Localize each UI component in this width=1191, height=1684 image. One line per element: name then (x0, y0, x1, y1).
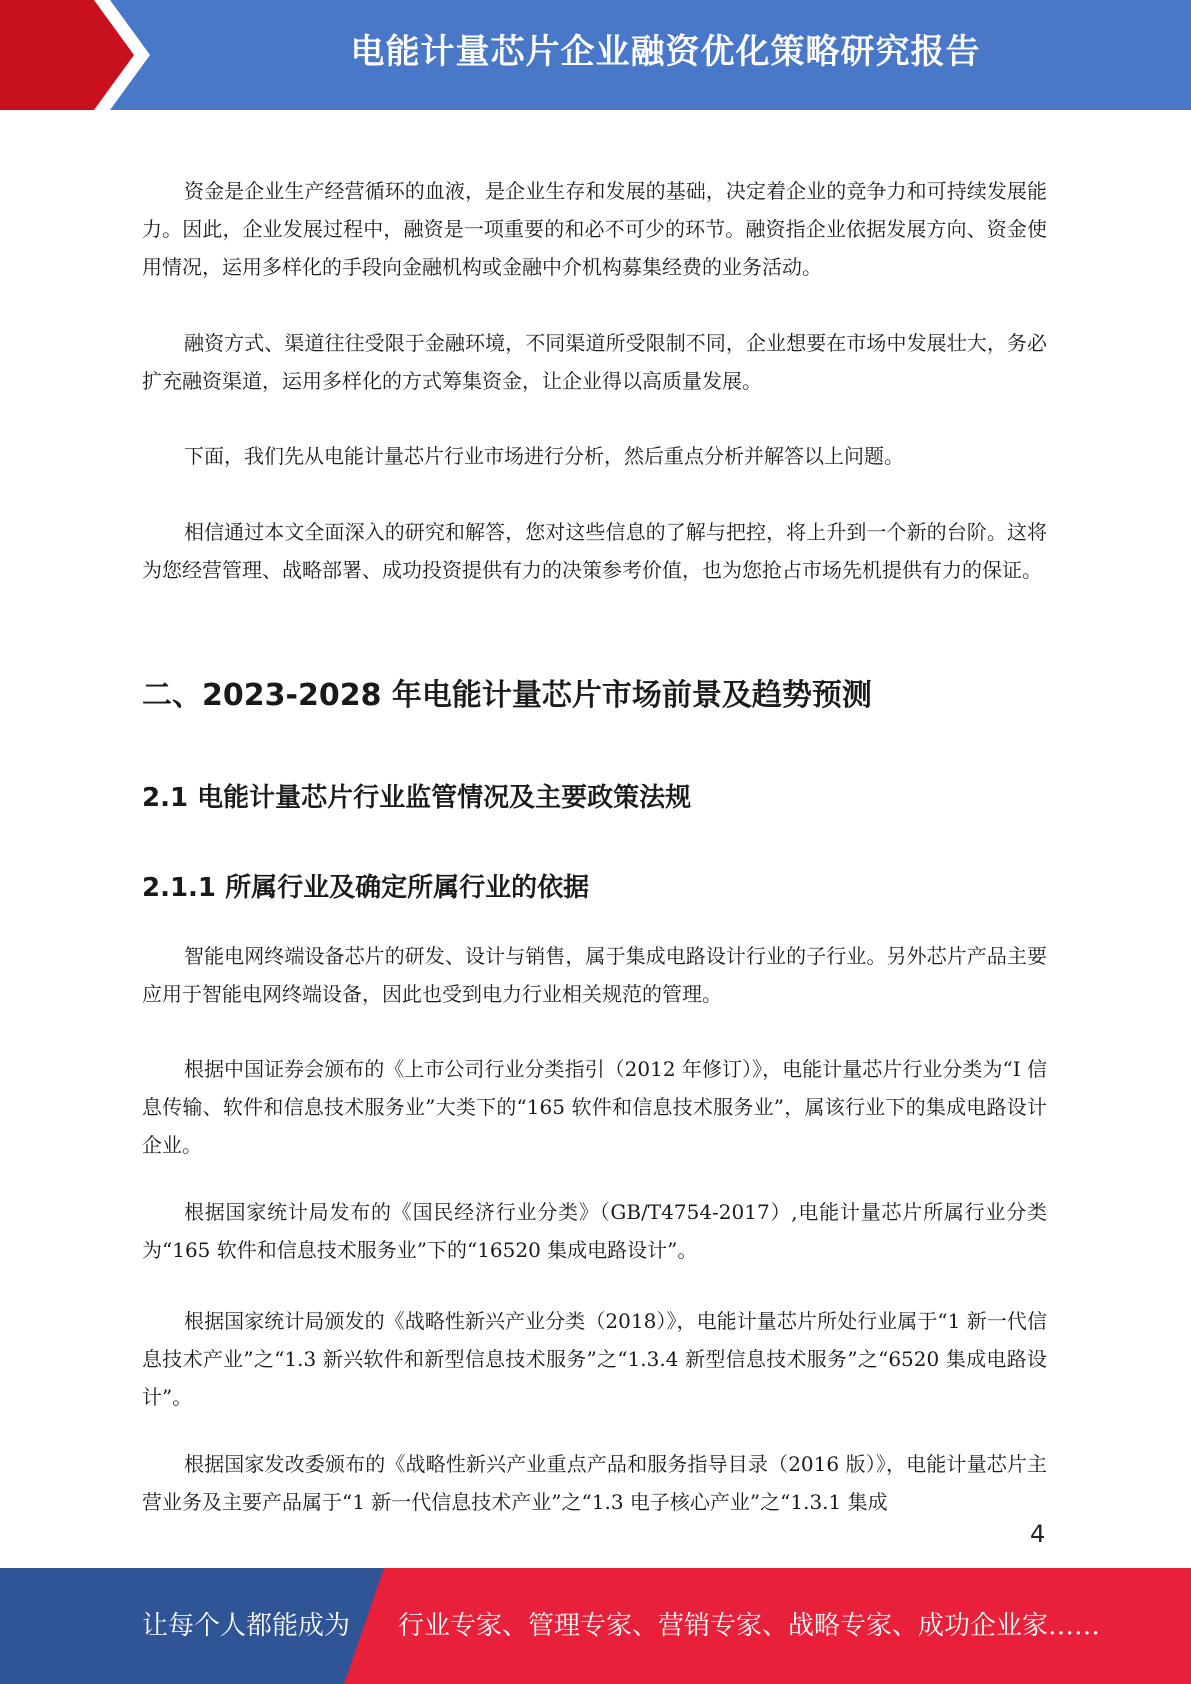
body-paragraph-1: 智能电网终端设备芯片的研发、设计与销售，属于集成电路设计行业的子行业。另外芯片产品主要应用于智能电网终端设备，因此也受到电力行业相关规范的管理。 (142, 944, 1047, 1006)
footer-slogan-right: 行业专家、管理专家、营销专家、战略专家、成功企业家…… (398, 1611, 1101, 1641)
body-paragraph-4: 根据国家统计局颁发的《战略性新兴产业分类（2018）》，电能计量芯片所处行业属于“1 新一代信息技术产业”之“1.3 新兴软件和新型信息技术服务”之“1.3.4 新型信息技术服务”之“6520 集成电路设计”。 (142, 1309, 1047, 1409)
report-title: 电能计量芯片企业融资优化策略研究报告 (350, 32, 981, 72)
intro-paragraph-1: 资金是企业生产经营循环的血液，是企业生存和发展的基础，决定着企业的竞争力和可持续发展能力。因此，企业发展过程中，融资是一项重要的和必不可少的环节。融资指企业依据发展方向、资金使用情况，运用多样化的手段向金融机构或金融中介机构募集经费的业务活动。 (142, 179, 1047, 279)
subsubsection-heading: 2.1.1 所属行业及确定所属行业的依据 (142, 873, 590, 903)
page-footer (0, 1568, 1191, 1684)
section-heading: 二、2023-2028 年电能计量芯片市场前景及趋势预测 (142, 678, 872, 713)
subsection-heading: 2.1 电能计量芯片行业监管情况及主要政策法规 (142, 783, 692, 813)
body-paragraph-5: 根据国家发改委颁布的《战略性新兴产业重点产品和服务指导目录（2016 版）》，电能计量芯片主营业务及主要产品属于“1 新一代信息技术产业”之“1.3 电子核心产业”之“1.3.1 集成 (142, 1452, 1047, 1514)
intro-paragraph-4: 相信通过本文全面深入的研究和解答，您对这些信息的了解与把控，将上升到一个新的台阶。这将为您经营管理、战略部署、成功投资提供有力的决策参考价值，也为您抢占市场先机提供有力的保证。 (142, 520, 1047, 582)
intro-paragraph-3: 下面，我们先从电能计量芯片行业市场进行分析，然后重点分析并解答以上问题。 (184, 444, 904, 468)
page-number: 4 (1030, 1520, 1046, 1548)
footer-slogan-left: 让每个人都能成为 (142, 1611, 351, 1641)
body-paragraph-3: 根据国家统计局发布的《国民经济行业分类》（GB/T4754-2017）,电能计量芯片所属行业分类为“165 软件和信息技术服务业”下的“16520 集成电路设计”。 (142, 1200, 1047, 1262)
body-paragraph-2: 根据中国证券会颁布的《上市公司行业分类指引（2012 年修订）》，电能计量芯片行业分类为“I 信息传输、软件和信息技术服务业”大类下的“165 软件和信息技术服务业”，属该行业下的集成电路设计企业。 (142, 1057, 1047, 1157)
page-header (0, 0, 1191, 110)
intro-paragraph-2: 融资方式、渠道往往受限于金融环境，不同渠道所受限制不同，企业想要在市场中发展壮大，务必扩充融资渠道，运用多样化的方式筹集资金，让企业得以高质量发展。 (142, 331, 1047, 393)
